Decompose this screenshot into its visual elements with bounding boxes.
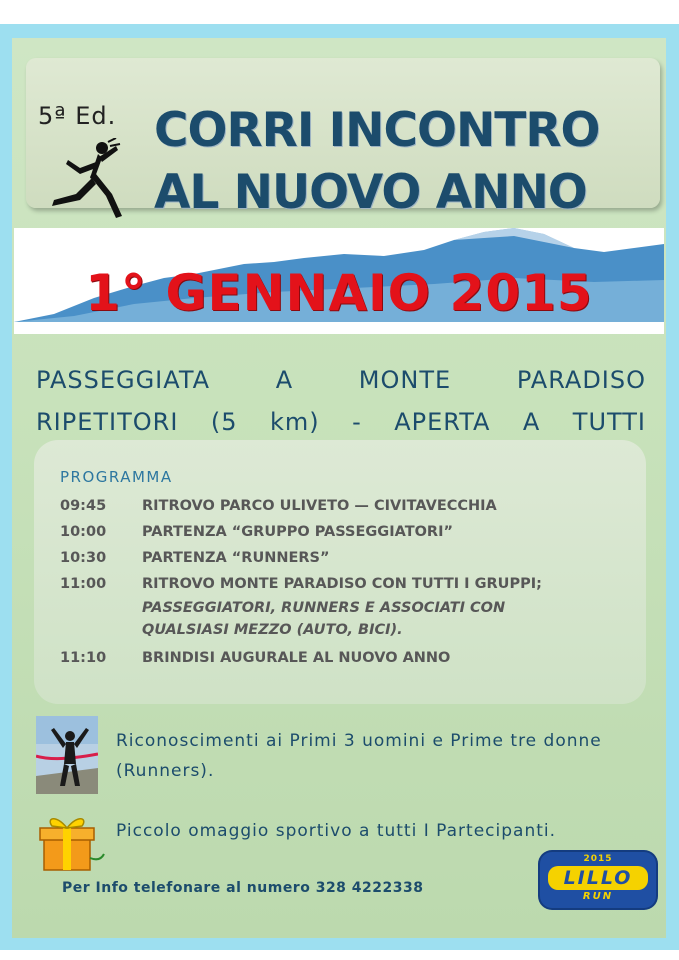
gift-text: Piccolo omaggio sportivo a tutti I Partecipanti. <box>116 821 557 841</box>
program-description: PARTENZA “RUNNERS” <box>142 550 330 566</box>
logo-run: RUN <box>582 891 614 902</box>
logo-inner-band <box>548 866 648 890</box>
program-time: 11:10 <box>60 650 107 666</box>
program-time: 10:30 <box>60 550 107 566</box>
contact-info: Per Info telefonare al numero 328 4222338 <box>62 880 424 896</box>
subtitle-line-1: PASSEGGIATA A MONTE PARADISO <box>36 366 646 394</box>
poster <box>12 38 666 938</box>
logo-year: 2015 <box>583 854 613 864</box>
program-description: PARTENZA “GRUPPO PASSEGGIATORI” <box>142 524 454 540</box>
subtitle-line-2: RIPETITORI (5 km) - APERTA A TUTTI <box>36 408 646 436</box>
event-date: 1° GENNAIO 2015 <box>85 264 593 322</box>
program-description: BRINDISI AUGURALE AL NUOVO ANNO <box>142 650 451 666</box>
event-title <box>154 100 674 224</box>
program-description: RITROVO PARCO ULIVETO — CIVITAVECCHIA <box>142 498 497 514</box>
awards-text: Riconoscimenti ai Primi 3 uomini e Prime tre donne (Runners). <box>116 731 602 781</box>
program-title: PROGRAMMA <box>60 468 173 486</box>
gift-icon <box>34 810 106 874</box>
date-banner <box>14 228 664 334</box>
program-time: 11:00 <box>60 576 107 592</box>
lillo-run-logo <box>540 852 656 908</box>
edition-label: 5ª Ed. <box>38 102 117 130</box>
program-description: RITROVO MONTE PARADISO CON TUTTI I GRUPPI; <box>142 576 542 592</box>
program-description: PASSEGGIATORI, RUNNERS E ASSOCIATI CON <box>142 600 506 616</box>
title-line-2: AL NUOVO ANNO <box>154 165 587 220</box>
program-box <box>34 440 646 704</box>
program-description: QUALSIASI MEZZO (AUTO, BICI). <box>142 622 403 638</box>
finish-line-runner-icon <box>36 716 98 794</box>
logo-name: LILLO <box>563 867 633 889</box>
runner-icon <box>46 138 126 223</box>
title-line-1: CORRI INCONTRO <box>154 103 600 158</box>
program-time: 10:00 <box>60 524 107 540</box>
header-box <box>26 58 660 220</box>
program-time: 09:45 <box>60 498 107 514</box>
